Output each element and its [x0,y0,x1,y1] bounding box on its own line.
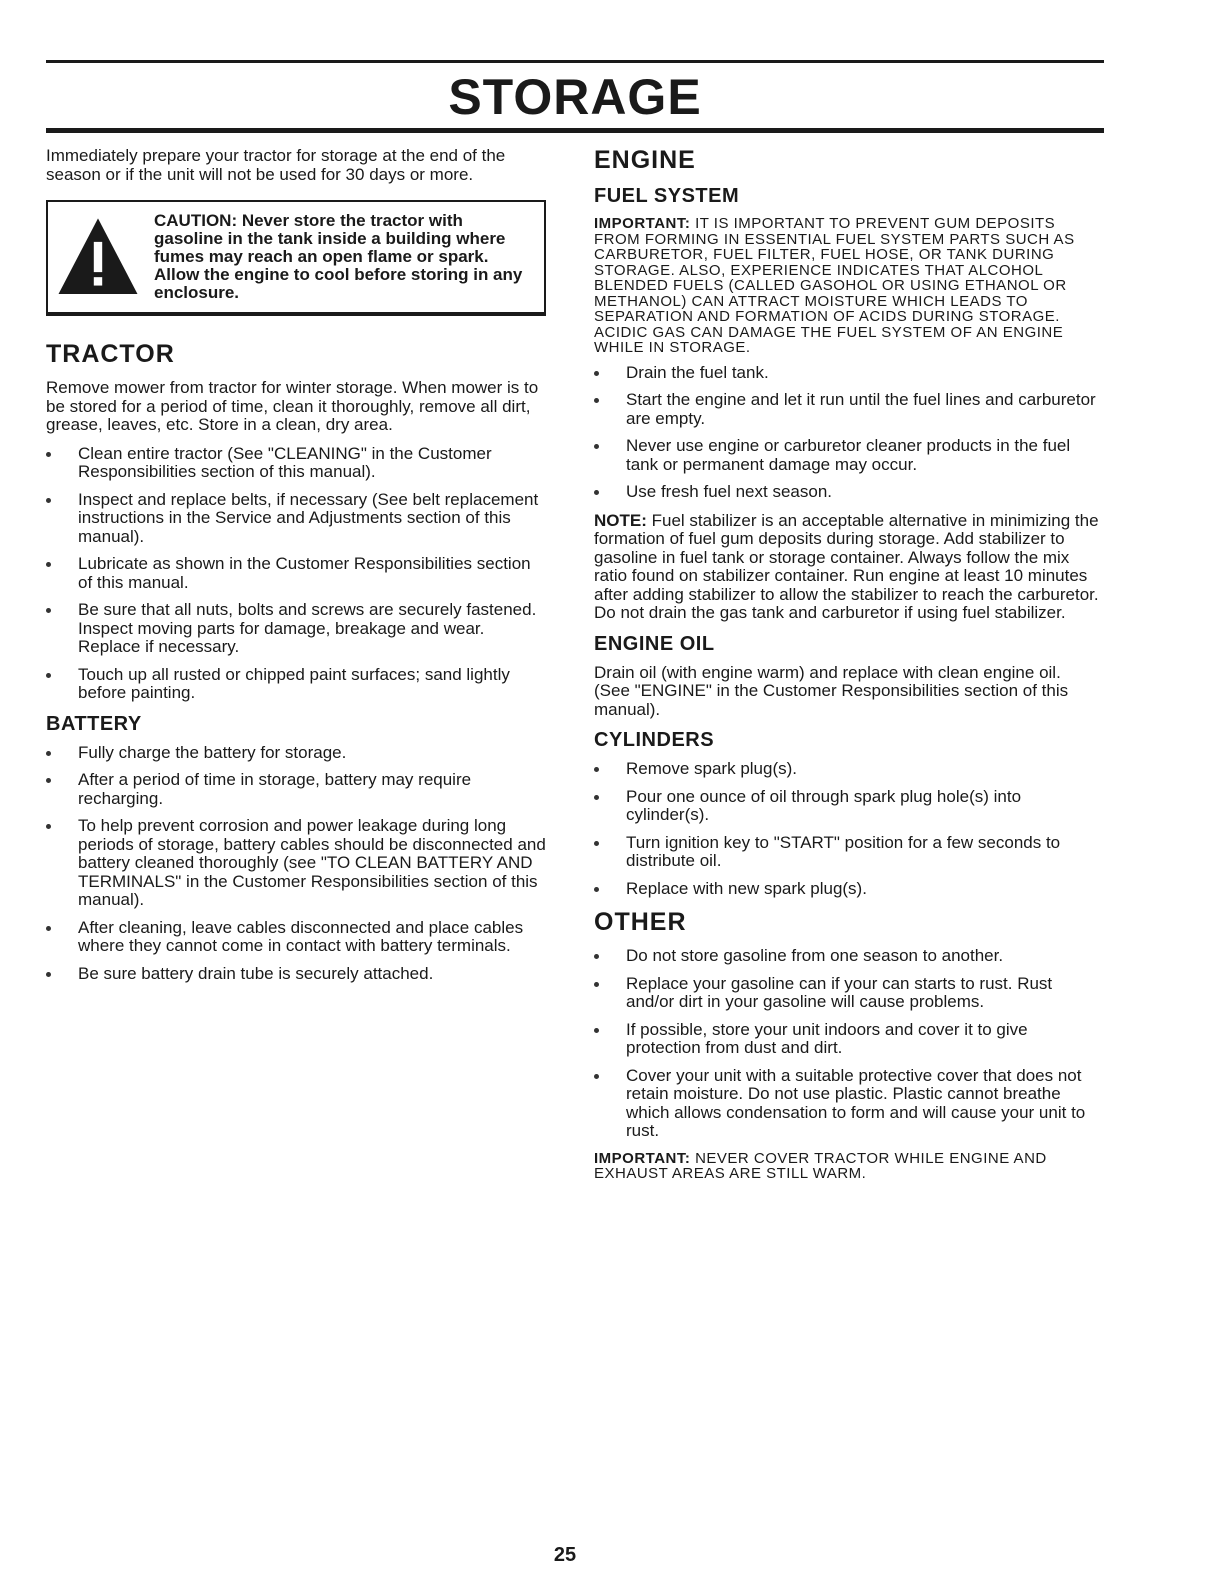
battery-bullet-list [46,744,546,984]
list-item: Pour one ounce of oil through spark plug hole(s) into cylinder(s). [594,788,1100,825]
tractor-bullet-list [46,445,546,703]
bullet-icon [46,972,51,977]
bullet-icon [46,498,51,503]
engine-oil-heading: ENGINE OIL [594,632,715,655]
tractor-body: Remove mower from tractor for winter storage. When mower is to be stored for a period of time, clean it thoroughly, remove all dirt, grease, leaves, etc. Store in a clean, dry area. [46,378,539,434]
cylinders-bullet-list [594,760,1100,898]
list-item: After cleaning, leave cables disconnected and place cables where they cannot come in contact with battery terminals. [46,919,546,956]
warning-triangle-icon [56,215,140,299]
bullet-icon [594,1028,599,1033]
list-item: Fully charge the battery for storage. [46,744,546,763]
fuel-important-paragraph [594,216,1100,356]
caution-text: CAUTION: Never store the tractor with gasoline in the tank inside a building where fumes may reach an open flame or spark. Allow the engine to cool before storing in any enclosure. [154,211,523,302]
important-label: IMPORTANT: [594,1149,691,1167]
bullet-icon [594,795,599,800]
list-item: Be sure battery drain tube is securely attached. [46,965,546,984]
bullet-icon [594,1074,599,1079]
cylinders-heading: CYLINDERS [594,729,715,751]
list-item: Be sure that all nuts, bolts and screws are securely fastened. Inspect moving parts for damage, breakage and wear. Replace if necessary. [46,601,546,657]
bullet-icon [594,887,599,892]
note-label: NOTE: [594,510,647,530]
bullet-icon [46,452,51,457]
bullet-icon [594,444,599,449]
list-item: Replace with new spark plug(s). [594,880,1100,899]
fuel-note-paragraph [594,512,1100,623]
list-item: Cover your unit with a suitable protective cover that does not retain moisture. Do not use plastic. Plastic cannot breathe which allows condensation to form and will cause your unit to rust. [594,1067,1100,1141]
important-text: IT IS IMPORTANT TO PREVENT GUM DEPOSITS FROM FORMING IN ESSENTIAL FUEL SYSTEM PARTS SUCH AS CARBURETOR, FUEL FILTER, FUEL HOSE, OR TANK DURING STORAGE. ALSO, EXPERIENCE INDICATES THAT ALCOHOL BLENDED FUELS (CALLED GASOHOL OR USING ETHANOL OR METHANOL) CAN ATTRACT MOISTURE WHICH LEADS TO SEPARATION AND FORMATION OF ACIDS DURING STORAGE. ACIDIC GAS CAN DAMAGE THE FUEL SYSTEM OF AN ENGINE WHILE IN STORAGE. [594,215,1075,356]
bullet-icon [46,562,51,567]
caution-box [46,200,546,316]
list-item: After a period of time in storage, battery may require recharging. [46,771,546,808]
page-number: 25 [553,1544,577,1566]
tractor-heading: TRACTOR [46,340,175,368]
important-text: NEVER COVER TRACTOR WHILE ENGINE AND EXHAUST AREAS ARE STILL WARM. [594,1149,1047,1182]
title-underline-rule [46,128,1104,133]
list-item: Start the engine and let it run until the fuel lines and carburetor are empty. [594,391,1100,428]
fuel-bullet-list [594,364,1100,502]
list-item: Clean entire tractor (See "CLEANING" in the Customer Responsibilities section of this manual). [46,445,546,482]
battery-heading: BATTERY [46,712,142,735]
other-heading: OTHER [594,908,687,936]
list-item: Touch up all rusted or chipped paint surfaces; sand lightly before painting. [46,666,546,703]
bullet-icon [594,954,599,959]
right-column [594,146,1100,1190]
list-item: Inspect and replace belts, if necessary (See belt replacement instructions in the Service and Adjustments section of this manual). [46,491,546,547]
top-rule [46,60,1104,63]
bullet-icon [594,398,599,403]
list-item: To help prevent corrosion and power leakage during long periods of storage, battery cables should be disconnected and battery cleaned thoroughly (see "TO CLEAN BATTERY AND TERMINALS" in the Customer Responsibilities section of this manual). [46,817,546,910]
bullet-icon [594,490,599,495]
intro-paragraph: Immediately prepare your tractor for storage at the end of the season or if the unit will not be used for 30 days or more. [46,146,506,184]
other-important-paragraph [594,1151,1100,1182]
page-title: STORAGE [448,69,702,125]
list-item: Never use engine or carburetor cleaner products in the fuel tank or permanent damage may occur. [594,437,1100,474]
list-item: Remove spark plug(s). [594,760,1100,779]
bullet-icon [594,371,599,376]
fuel-system-heading: FUEL SYSTEM [594,185,740,207]
bullet-icon [46,608,51,613]
bullet-icon [594,841,599,846]
bullet-icon [46,778,51,783]
bullet-icon [594,982,599,987]
bullet-icon [46,751,51,756]
bullet-icon [46,824,51,829]
note-text: Fuel stabilizer is an acceptable alternative in minimizing the formation of fuel gum deposits during storage. Add stabilizer to gasoline in fuel tank or storage container. Always follow the mix ratio found on stabilizer container. Run engine at least 10 minutes after adding stabilizer to allow the stabilizer to reach the carburetor. Do not drain the gas tank and carburetor if using fuel stabilizer. [594,510,1099,622]
list-item: Replace your gasoline can if your can starts to rust. Rust and/or dirt in your gasoline will cause problems. [594,975,1100,1012]
bullet-icon [594,767,599,772]
other-bullet-list [594,947,1100,1141]
bullet-icon [46,926,51,931]
list-item: If possible, store your unit indoors and cover it to give protection from dust and dirt. [594,1021,1100,1058]
engine-heading: ENGINE [594,146,696,174]
bullet-icon [46,673,51,678]
important-label: IMPORTANT: [594,215,691,232]
list-item: Use fresh fuel next season. [594,483,1100,502]
list-item: Turn ignition key to "START" position for a few seconds to distribute oil. [594,834,1100,871]
engine-oil-body: Drain oil (with engine warm) and replace with clean engine oil. (See "ENGINE" in the Customer Responsibilities section of this manual). [594,662,1069,719]
list-item: Do not store gasoline from one season to another. [594,947,1100,966]
left-column [46,146,546,993]
list-item: Drain the fuel tank. [594,364,1100,383]
list-item: Lubricate as shown in the Customer Responsibilities section of this manual. [46,555,546,592]
